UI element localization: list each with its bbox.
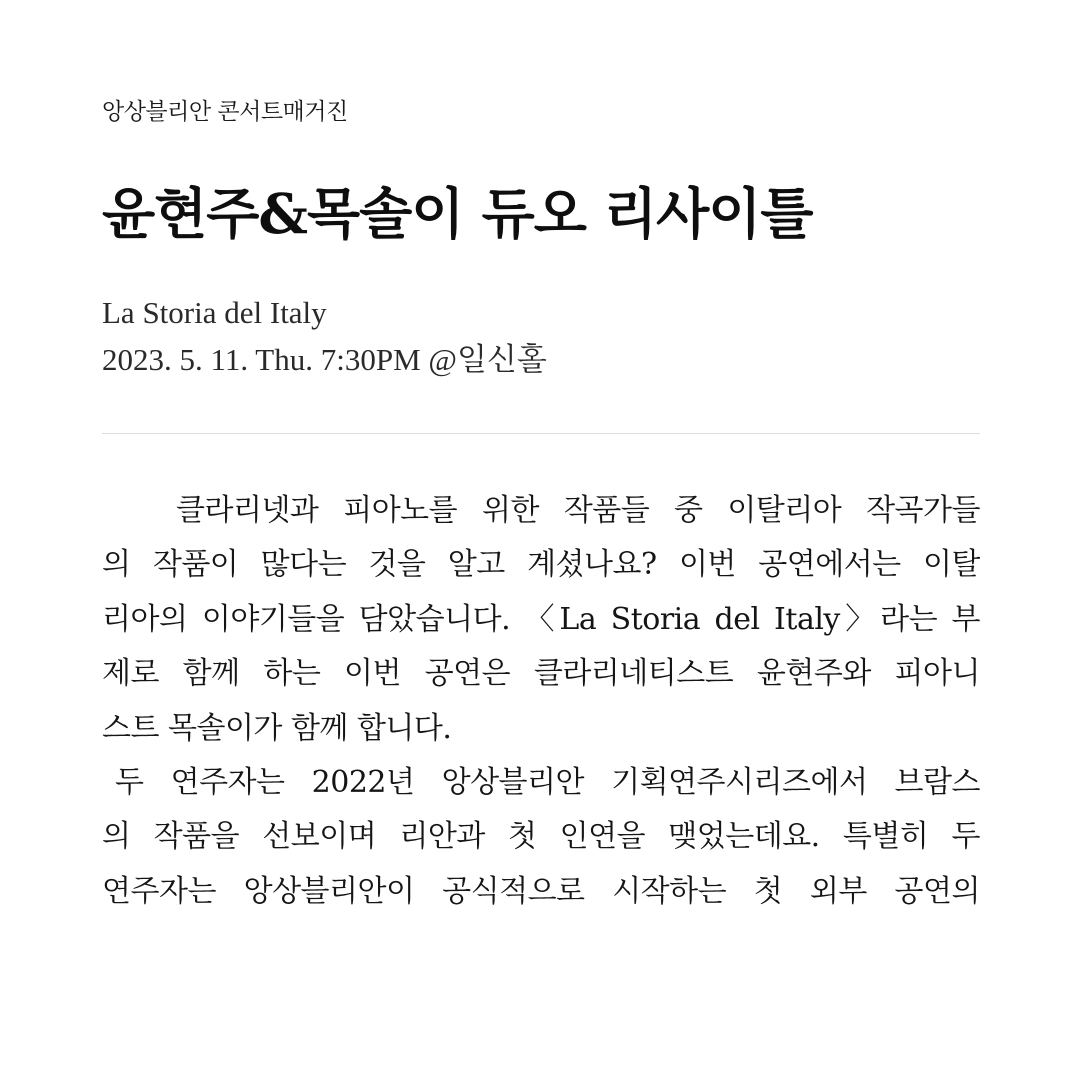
article-line: 의 작품이 많다는 것을 알고 계셨나요? 이번 공연에서는 이탈 <box>102 547 980 583</box>
article-line: 연주자는 앙상블리안이 공식적으로 시작하는 첫 외부 공연의 <box>102 873 980 909</box>
divider <box>102 433 980 434</box>
article-line: 의 작품을 선보이며 리안과 첫 인연을 맺었는데요. 특별히 두 <box>102 819 980 855</box>
article-body <box>102 484 980 919</box>
article-line: 제로 함께 하는 이번 공연은 클라리네티스트 윤현주와 피아니 <box>102 656 980 692</box>
article-line: 클라리넷과 피아노를 위한 작품들 중 이탈리아 작곡가들 <box>176 493 980 528</box>
concert-datetime-venue: 2023. 5. 11. Thu. 7:30PM @일신홀 <box>102 342 547 377</box>
concert-subtitle: La Storia del Italy <box>102 295 327 330</box>
article-line: 스트 목솔이가 함께 합니다. <box>102 710 452 746</box>
magazine-name: 앙상블리안 콘서트매거진 <box>102 99 348 125</box>
page-title: 윤현주&목솔이 듀오 리사이틀 <box>102 181 813 246</box>
article-line: 두 연주자는 2022년 앙상블리안 기획연주시리즈에서 브람스 <box>115 764 980 800</box>
magazine-page <box>102 0 980 1080</box>
article-line: 리아의 이야기들을 담았습니다. 〈La Storia del Italy〉라는 부 <box>102 601 980 637</box>
